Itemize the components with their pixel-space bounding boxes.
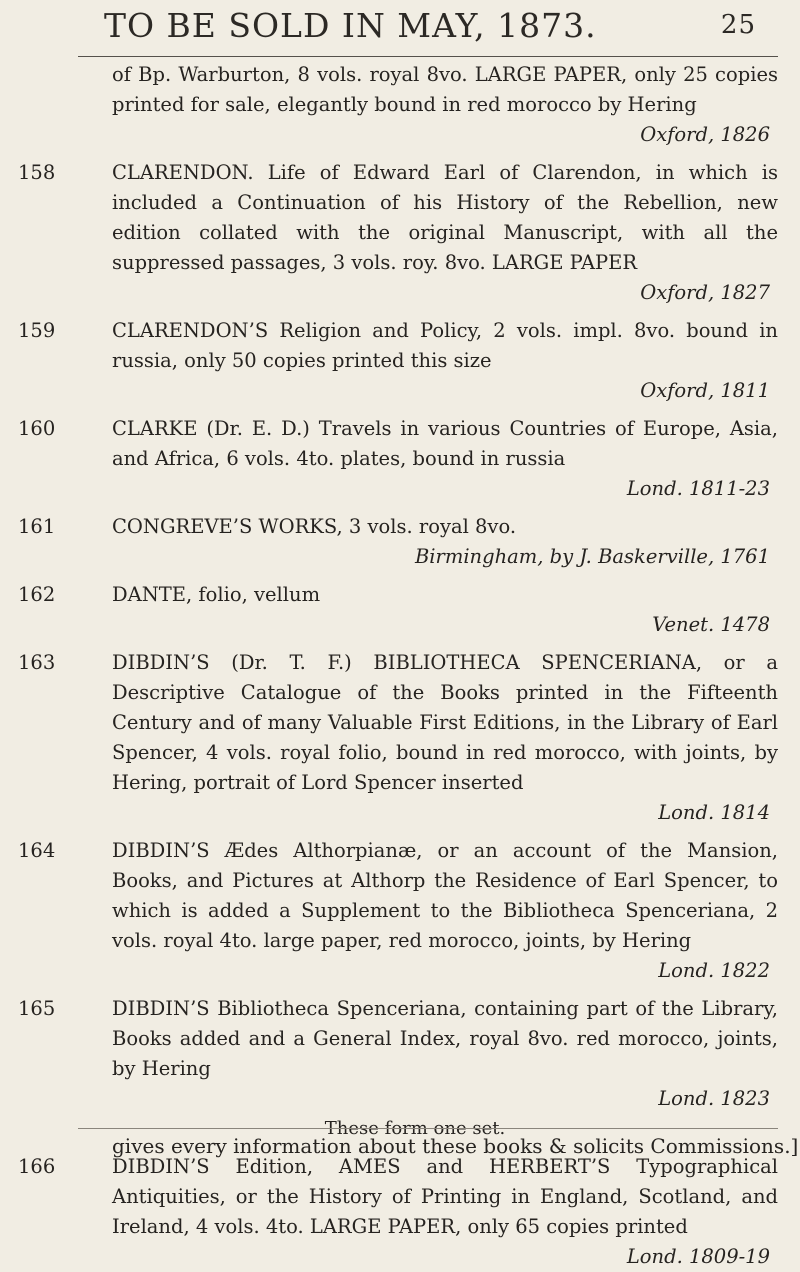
lot-number: 160 (18, 417, 56, 440)
lot-imprint: Oxford, 1827 (640, 281, 770, 304)
running-header (68, 6, 788, 45)
entry-list (0, 60, 800, 1272)
lot-imprint: Birmingham, by J. Baskerville, 1761 (414, 545, 770, 568)
lot-entry (112, 60, 778, 150)
lot-description: CONGREVE’S WORKS, 3 vols. royal 8vo. (112, 515, 517, 538)
lot-entry (18, 158, 778, 308)
lot-number: 166 (18, 1155, 56, 1178)
lot-entry (18, 994, 778, 1114)
lot-number: 159 (18, 319, 56, 342)
lot-description: DIBDIN’S Bibliotheca Spenceriana, containing part of the Library, Books added and a General Index, royal 8vo. red morocco, joints, by Hering (112, 997, 778, 1080)
lot-description: CLARKE (Dr. E. D.) Travels in various Countries of Europe, Asia, and Africa, 6 vols. 4to. plates, bound in russia (112, 417, 778, 470)
page-number: 25 (720, 10, 756, 40)
lot-entry (18, 580, 778, 640)
header-title: TO BE SOLD IN MAY, 1873. (104, 6, 597, 45)
lot-imprint: Oxford, 1826 (640, 123, 770, 146)
lot-imprint: Lond. 1811-23 (626, 477, 770, 500)
lot-number: 163 (18, 651, 56, 674)
lot-description: of Bp. Warburton, 8 vols. royal 8vo. LARGE PAPER, only 25 copies printed for sale, elegantly bound in red morocco by Hering (112, 63, 778, 116)
lot-description: DANTE, folio, vellum (112, 583, 321, 606)
lot-entry (18, 316, 778, 406)
lot-number: 165 (18, 997, 56, 1020)
lot-number: 162 (18, 583, 56, 606)
lot-number: 161 (18, 515, 56, 538)
footer-rule (78, 1128, 778, 1129)
lot-entry (18, 1152, 778, 1272)
lot-description: CLARENDON’S Religion and Policy, 2 vols. impl. 8vo. bound in russia, only 50 copies printed this size (112, 319, 778, 372)
lot-imprint: Lond. 1822 (658, 959, 770, 982)
header-rule (78, 56, 778, 57)
lot-number: 158 (18, 161, 56, 184)
lot-imprint: Venet. 1478 (652, 613, 770, 636)
lot-number: 164 (18, 839, 56, 862)
lot-description: DIBDIN’S Ædes Althorpianæ, or an account of the Mansion, Books, and Pictures at Althorp the Residence of Earl Spencer, to which is added a Supplement to the Bibliotheca Spenceriana, 2 vols. royal 4to. large paper, red morocco, joints, by Hering (112, 839, 778, 952)
lot-entry (18, 836, 778, 986)
lot-entry (18, 512, 778, 572)
lot-imprint: Lond. 1809-19 (626, 1245, 770, 1268)
lot-entry (18, 648, 778, 828)
lot-imprint: Lond. 1814 (658, 801, 770, 824)
lot-description: CLARENDON. Life of Edward Earl of Clarendon, in which is included a Continuation of his History of the Rebellion, new edition collated with the original Manuscript, with all the suppressed passages, 3 vols. roy. 8vo. LARGE PAPER (112, 161, 778, 274)
lot-description: DIBDIN’S (Dr. T. F.) BIBLIOTHECA SPENCERIANA, or a Descriptive Catalogue of the Books printed in the Fifteenth Century and of many Valuable First Editions, in the Library of Earl Spencer, 4 vols. royal folio, bound in red morocco, with joints, by Hering, portrait of Lord Spencer inserted (112, 651, 778, 794)
lot-entry (18, 414, 778, 504)
lot-imprint: Oxford, 1811 (640, 379, 770, 402)
set-note-text: These form one set. (324, 1118, 506, 1139)
footer-text: gives every information about these books & solicits Commissions.] (112, 1134, 799, 1158)
lot-description: DIBDIN’S Edition, AMES and HERBERT’S Typographical Antiquities, or the History of Printing in England, Scotland, and Ireland, 4 vols. 4to. LARGE PAPER, only 65 copies printed (112, 1155, 778, 1238)
lot-imprint: Lond. 1823 (658, 1087, 770, 1110)
